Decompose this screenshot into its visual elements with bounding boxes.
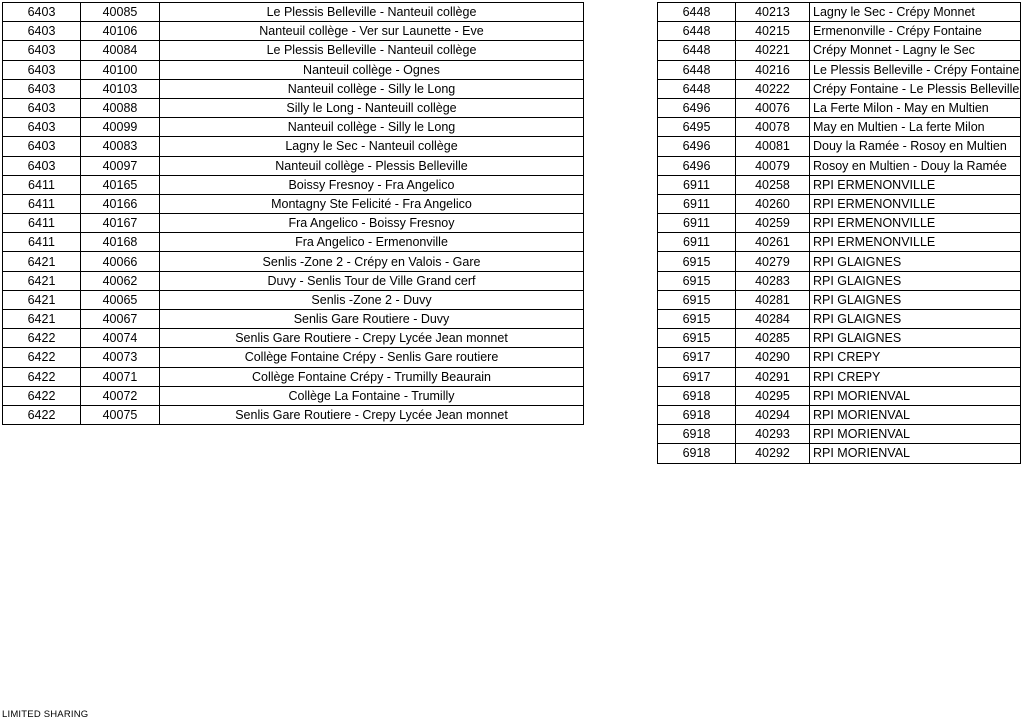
route-code-cell: 40292 xyxy=(736,444,810,463)
table-row xyxy=(3,405,584,424)
line-number-cell: 6411 xyxy=(3,175,81,194)
route-description-cell: RPI MORIENVAL xyxy=(810,425,1021,444)
route-description-cell: RPI MORIENVAL xyxy=(810,386,1021,405)
table-row xyxy=(3,367,584,386)
route-code-cell: 40293 xyxy=(736,425,810,444)
table-row xyxy=(658,425,1021,444)
route-description-cell: RPI GLAIGNES xyxy=(810,329,1021,348)
line-number-cell: 6915 xyxy=(658,310,736,329)
table-row xyxy=(658,271,1021,290)
route-description-cell: May en Multien - La ferte Milon xyxy=(810,118,1021,137)
table-row xyxy=(658,194,1021,213)
route-code-cell: 40099 xyxy=(81,118,160,137)
route-code-cell: 40079 xyxy=(736,156,810,175)
route-code-cell: 40284 xyxy=(736,310,810,329)
route-code-cell: 40213 xyxy=(736,3,810,22)
route-description-cell: Le Plessis Belleville - Nanteuil collège xyxy=(160,3,584,22)
table-row xyxy=(658,252,1021,271)
route-code-cell: 40281 xyxy=(736,290,810,309)
table-row xyxy=(3,271,584,290)
route-code-cell: 40215 xyxy=(736,22,810,41)
table-row xyxy=(3,329,584,348)
table-row xyxy=(3,22,584,41)
route-description-cell: RPI GLAIGNES xyxy=(810,252,1021,271)
route-code-cell: 40071 xyxy=(81,367,160,386)
table-row xyxy=(658,310,1021,329)
route-description-cell: Fra Angelico - Boissy Fresnoy xyxy=(160,214,584,233)
route-code-cell: 40279 xyxy=(736,252,810,271)
line-number-cell: 6422 xyxy=(3,348,81,367)
route-code-cell: 40216 xyxy=(736,60,810,79)
route-code-cell: 40294 xyxy=(736,405,810,424)
table-row xyxy=(658,348,1021,367)
line-number-cell: 6448 xyxy=(658,3,736,22)
route-code-cell: 40075 xyxy=(81,405,160,424)
route-code-cell: 40088 xyxy=(81,98,160,117)
line-number-cell: 6915 xyxy=(658,252,736,271)
route-description-cell: Douy la Ramée - Rosoy en Multien xyxy=(810,137,1021,156)
line-number-cell: 6403 xyxy=(3,79,81,98)
route-description-cell: Lagny le Sec - Nanteuil collège xyxy=(160,137,584,156)
line-number-cell: 6496 xyxy=(658,98,736,117)
table-row xyxy=(658,60,1021,79)
route-description-cell: Senlis Gare Routiere - Crepy Lycée Jean monnet xyxy=(160,329,584,348)
route-description-cell: Le Plessis Belleville - Nanteuil collège xyxy=(160,41,584,60)
table-row xyxy=(3,233,584,252)
table-row xyxy=(3,386,584,405)
route-code-cell: 40100 xyxy=(81,60,160,79)
line-number-cell: 6918 xyxy=(658,405,736,424)
route-description-cell: RPI CREPY xyxy=(810,348,1021,367)
route-description-cell: RPI GLAIGNES xyxy=(810,271,1021,290)
table-row xyxy=(3,3,584,22)
route-description-cell: Nanteuil collège - Ver sur Launette - Eve xyxy=(160,22,584,41)
route-code-cell: 40295 xyxy=(736,386,810,405)
route-description-cell: Silly le Long - Nanteuill collège xyxy=(160,98,584,117)
line-number-cell: 6422 xyxy=(3,405,81,424)
route-description-cell: Duvy - Senlis Tour de Ville Grand cerf xyxy=(160,271,584,290)
route-code-cell: 40081 xyxy=(736,137,810,156)
line-number-cell: 6403 xyxy=(3,22,81,41)
route-code-cell: 40168 xyxy=(81,233,160,252)
table-row xyxy=(3,310,584,329)
line-number-cell: 6403 xyxy=(3,41,81,60)
line-number-cell: 6918 xyxy=(658,444,736,463)
route-code-cell: 40291 xyxy=(736,367,810,386)
route-description-cell: Nanteuil collège - Silly le Long xyxy=(160,79,584,98)
right-routes-table xyxy=(657,2,1021,464)
line-number-cell: 6403 xyxy=(3,137,81,156)
route-code-cell: 40106 xyxy=(81,22,160,41)
route-description-cell: Le Plessis Belleville - Crépy Fontaine xyxy=(810,60,1021,79)
line-number-cell: 6911 xyxy=(658,194,736,213)
line-number-cell: 6403 xyxy=(3,118,81,137)
table-row xyxy=(658,118,1021,137)
line-number-cell: 6496 xyxy=(658,137,736,156)
route-code-cell: 40062 xyxy=(81,271,160,290)
line-number-cell: 6411 xyxy=(3,233,81,252)
line-number-cell: 6422 xyxy=(3,329,81,348)
table-row xyxy=(658,3,1021,22)
table-row xyxy=(3,60,584,79)
route-description-cell: RPI GLAIGNES xyxy=(810,290,1021,309)
table-row xyxy=(658,41,1021,60)
route-description-cell: RPI ERMENONVILLE xyxy=(810,194,1021,213)
route-description-cell: Nanteuil collège - Silly le Long xyxy=(160,118,584,137)
route-code-cell: 40066 xyxy=(81,252,160,271)
route-code-cell: 40222 xyxy=(736,79,810,98)
route-description-cell: RPI MORIENVAL xyxy=(810,405,1021,424)
route-description-cell: Fra Angelico - Ermenonville xyxy=(160,233,584,252)
route-description-cell: Boissy Fresnoy - Fra Angelico xyxy=(160,175,584,194)
table-row xyxy=(658,79,1021,98)
route-description-cell: Collège Fontaine Crépy - Senlis Gare routiere xyxy=(160,348,584,367)
table-row xyxy=(3,41,584,60)
line-number-cell: 6911 xyxy=(658,175,736,194)
route-description-cell: Senlis Gare Routiere - Crepy Lycée Jean monnet xyxy=(160,405,584,424)
line-number-cell: 6422 xyxy=(3,386,81,405)
line-number-cell: 6918 xyxy=(658,386,736,405)
route-code-cell: 40072 xyxy=(81,386,160,405)
route-code-cell: 40285 xyxy=(736,329,810,348)
route-code-cell: 40290 xyxy=(736,348,810,367)
route-code-cell: 40065 xyxy=(81,290,160,309)
line-number-cell: 6411 xyxy=(3,214,81,233)
line-number-cell: 6915 xyxy=(658,290,736,309)
route-description-cell: Lagny le Sec - Crépy Monnet xyxy=(810,3,1021,22)
route-description-cell: Senlis Gare Routiere - Duvy xyxy=(160,310,584,329)
table-row xyxy=(3,79,584,98)
table-row xyxy=(658,175,1021,194)
line-number-cell: 6421 xyxy=(3,310,81,329)
route-description-cell: Ermenonville - Crépy Fontaine xyxy=(810,22,1021,41)
route-code-cell: 40078 xyxy=(736,118,810,137)
table-row xyxy=(3,194,584,213)
table-row xyxy=(658,329,1021,348)
route-description-cell: Nanteuil collège - Ognes xyxy=(160,60,584,79)
route-description-cell: Nanteuil collège - Plessis Belleville xyxy=(160,156,584,175)
route-description-cell: La Ferte Milon - May en Multien xyxy=(810,98,1021,117)
table-row xyxy=(658,386,1021,405)
line-number-cell: 6422 xyxy=(3,367,81,386)
route-code-cell: 40067 xyxy=(81,310,160,329)
left-routes-table-body xyxy=(3,3,584,425)
table-row xyxy=(658,98,1021,117)
route-description-cell: Senlis -Zone 2 - Duvy xyxy=(160,290,584,309)
table-row xyxy=(658,156,1021,175)
route-code-cell: 40261 xyxy=(736,233,810,252)
sharing-label: LIMITED SHARING xyxy=(2,709,89,720)
route-description-cell: Collège Fontaine Crépy - Trumilly Beaurain xyxy=(160,367,584,386)
route-description-cell: RPI ERMENONVILLE xyxy=(810,175,1021,194)
line-number-cell: 6448 xyxy=(658,60,736,79)
line-number-cell: 6495 xyxy=(658,118,736,137)
route-description-cell: RPI GLAIGNES xyxy=(810,310,1021,329)
table-row xyxy=(658,137,1021,156)
route-description-cell: RPI ERMENONVILLE xyxy=(810,233,1021,252)
route-code-cell: 40074 xyxy=(81,329,160,348)
route-code-cell: 40166 xyxy=(81,194,160,213)
table-row xyxy=(3,290,584,309)
route-description-cell: Senlis -Zone 2 - Crépy en Valois - Gare xyxy=(160,252,584,271)
line-number-cell: 6411 xyxy=(3,194,81,213)
right-routes-table-body xyxy=(658,3,1021,464)
line-number-cell: 6421 xyxy=(3,271,81,290)
route-code-cell: 40076 xyxy=(736,98,810,117)
table-row xyxy=(3,118,584,137)
route-code-cell: 40258 xyxy=(736,175,810,194)
route-description-cell: Collège La Fontaine - Trumilly xyxy=(160,386,584,405)
route-code-cell: 40167 xyxy=(81,214,160,233)
line-number-cell: 6917 xyxy=(658,367,736,386)
line-number-cell: 6915 xyxy=(658,329,736,348)
line-number-cell: 6403 xyxy=(3,156,81,175)
table-row xyxy=(658,444,1021,463)
route-code-cell: 40260 xyxy=(736,194,810,213)
route-description-cell: RPI ERMENONVILLE xyxy=(810,214,1021,233)
line-number-cell: 6915 xyxy=(658,271,736,290)
table-row xyxy=(3,348,584,367)
route-description-cell: Montagny Ste Felicité - Fra Angelico xyxy=(160,194,584,213)
table-row xyxy=(3,156,584,175)
table-row xyxy=(658,367,1021,386)
line-number-cell: 6421 xyxy=(3,252,81,271)
route-description-cell: Rosoy en Multien - Douy la Ramée xyxy=(810,156,1021,175)
route-code-cell: 40084 xyxy=(81,41,160,60)
route-code-cell: 40085 xyxy=(81,3,160,22)
line-number-cell: 6911 xyxy=(658,233,736,252)
line-number-cell: 6911 xyxy=(658,214,736,233)
line-number-cell: 6403 xyxy=(3,60,81,79)
line-number-cell: 6448 xyxy=(658,22,736,41)
table-row xyxy=(3,137,584,156)
table-row xyxy=(658,405,1021,424)
left-routes-table xyxy=(2,2,584,425)
table-row xyxy=(3,98,584,117)
route-code-cell: 40097 xyxy=(81,156,160,175)
line-number-cell: 6918 xyxy=(658,425,736,444)
line-number-cell: 6403 xyxy=(3,98,81,117)
route-code-cell: 40103 xyxy=(81,79,160,98)
line-number-cell: 6496 xyxy=(658,156,736,175)
route-code-cell: 40283 xyxy=(736,271,810,290)
table-row xyxy=(658,233,1021,252)
line-number-cell: 6421 xyxy=(3,290,81,309)
line-number-cell: 6448 xyxy=(658,79,736,98)
route-description-cell: Crépy Fontaine - Le Plessis Belleville xyxy=(810,79,1021,98)
route-description-cell: RPI MORIENVAL xyxy=(810,444,1021,463)
table-row xyxy=(3,252,584,271)
table-row xyxy=(658,22,1021,41)
route-code-cell: 40259 xyxy=(736,214,810,233)
route-code-cell: 40083 xyxy=(81,137,160,156)
route-description-cell: RPI CREPY xyxy=(810,367,1021,386)
line-number-cell: 6403 xyxy=(3,3,81,22)
route-code-cell: 40165 xyxy=(81,175,160,194)
table-row xyxy=(658,290,1021,309)
table-row xyxy=(658,214,1021,233)
route-code-cell: 40073 xyxy=(81,348,160,367)
route-description-cell: Crépy Monnet - Lagny le Sec xyxy=(810,41,1021,60)
table-row xyxy=(3,214,584,233)
route-code-cell: 40221 xyxy=(736,41,810,60)
line-number-cell: 6917 xyxy=(658,348,736,367)
table-row xyxy=(3,175,584,194)
line-number-cell: 6448 xyxy=(658,41,736,60)
